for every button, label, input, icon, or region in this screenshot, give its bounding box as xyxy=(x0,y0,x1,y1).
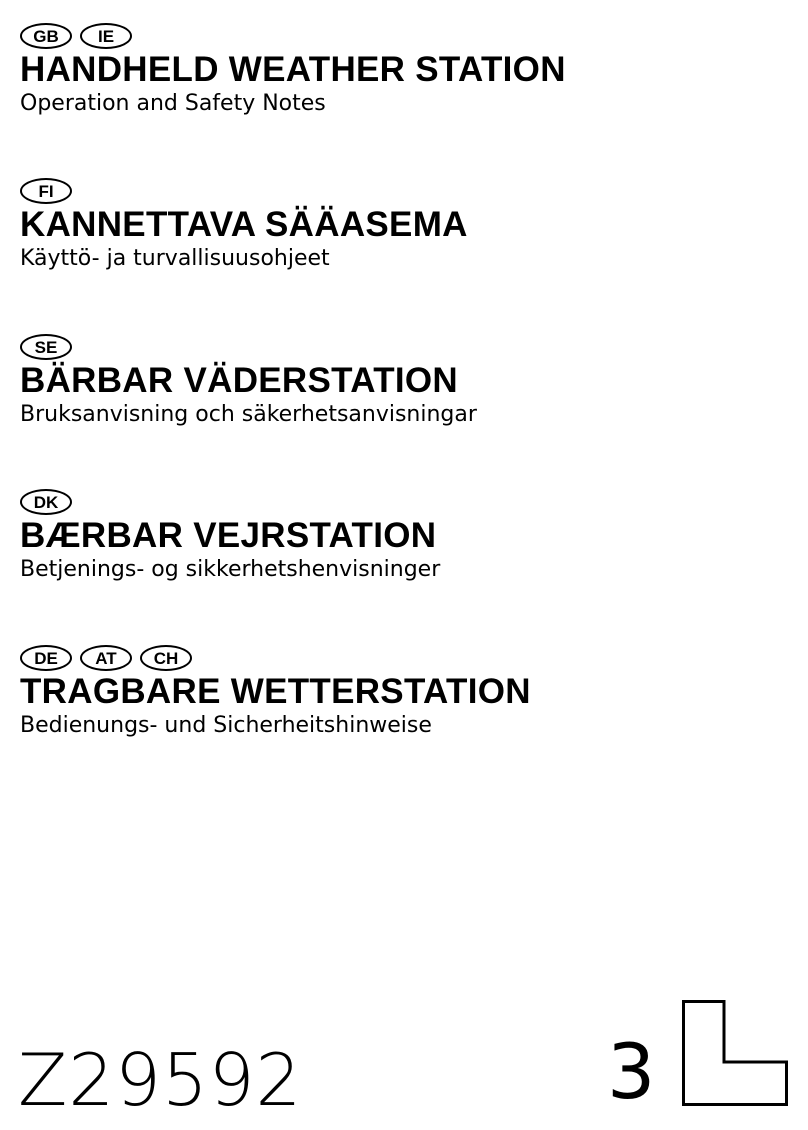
language-badge-se: SE xyxy=(20,334,72,360)
language-badge-de: DE xyxy=(20,645,72,671)
language-badge-at: AT xyxy=(80,645,132,671)
language-badges xyxy=(20,22,566,50)
section-subtitle: Operation and Safety Notes xyxy=(20,91,326,116)
section-gb-ie xyxy=(20,22,566,118)
section-title: BÆRBAR VEJRSTATION xyxy=(20,516,437,555)
language-badge-fi: FI xyxy=(20,178,72,204)
section-title: BÄRBAR VÄDERSTATION xyxy=(20,361,459,400)
section-dk xyxy=(20,488,440,584)
language-badges xyxy=(20,488,440,516)
section-se xyxy=(20,333,477,429)
section-subtitle: Käyttö- ja turvallisuusohjeet xyxy=(20,246,330,271)
language-badges xyxy=(20,644,531,672)
page-number: 3 xyxy=(607,1027,656,1116)
section-fi xyxy=(20,177,468,273)
section-subtitle: Bruksanvisning och säkerhetsanvisningar xyxy=(20,402,477,427)
product-code: Z29592 xyxy=(18,1038,303,1122)
language-badge-ch: CH xyxy=(140,645,192,671)
corner-mark-icon xyxy=(682,1000,788,1106)
section-title: TRAGBARE WETTERSTATION xyxy=(20,672,531,711)
language-badges xyxy=(20,177,468,205)
section-subtitle: Betjenings- og sikkerhetshenvisninger xyxy=(20,557,441,582)
language-badge-dk: DK xyxy=(20,489,72,515)
language-badge-ie: IE xyxy=(80,23,132,49)
section-subtitle: Bedienungs- und Sicherheitshinweise xyxy=(20,713,432,738)
section-title: HANDHELD WEATHER STATION xyxy=(20,50,566,89)
language-badges xyxy=(20,333,477,361)
section-de-at-ch xyxy=(20,644,531,740)
language-badge-gb: GB xyxy=(20,23,72,49)
section-title: KANNETTAVA SÄÄASEMA xyxy=(20,205,468,244)
